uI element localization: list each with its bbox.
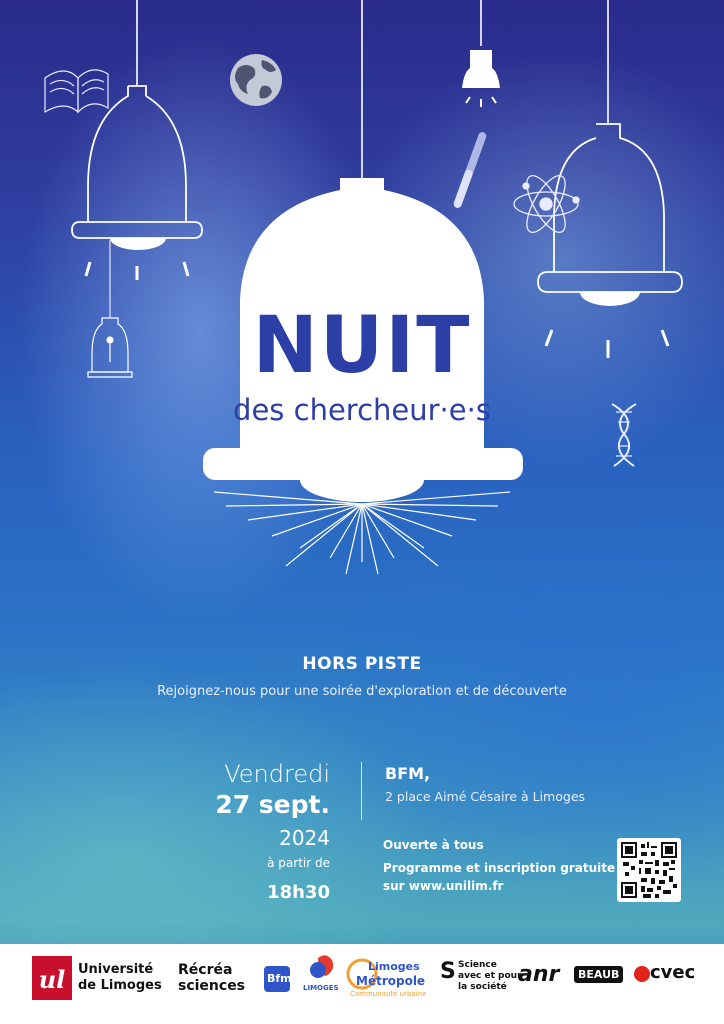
- date-from-label: à partir de: [267, 856, 330, 870]
- date-day: Vendredi: [224, 760, 330, 788]
- recrea-line1: Récréa: [178, 962, 233, 978]
- limoges-city-logo: LIMOGES: [303, 984, 339, 992]
- cvec-logo-mark: [634, 966, 650, 982]
- info-program: Programme et inscription gratuite: [383, 861, 616, 875]
- svg-text:ul: ul: [38, 965, 66, 994]
- book-icon: [45, 70, 108, 112]
- atom-icon: [514, 170, 579, 237]
- qr-code-graphic: [621, 842, 677, 898]
- date-year: 2024: [279, 826, 330, 850]
- dna-icon: [612, 404, 636, 466]
- anr-logo: anr: [518, 962, 560, 987]
- beaub-logo: BEAUB: [574, 966, 623, 983]
- date-time: 18h30: [267, 882, 330, 903]
- logo-sub: des chercheur·e·s: [233, 393, 491, 427]
- cvec-logo: cvec: [650, 962, 696, 983]
- lamp-left-rays: [86, 262, 188, 280]
- info-website[interactable]: sur www.unilim.fr: [383, 879, 504, 893]
- venue-address: 2 place Aimé Césaire à Limoges: [385, 789, 586, 804]
- science-line1: Science: [458, 960, 497, 970]
- divider: [361, 762, 362, 820]
- science-line3: la société: [458, 982, 507, 992]
- partner-logos-bar: [0, 944, 724, 1024]
- date-date: 27 sept.: [215, 790, 330, 819]
- recrea-line2: sciences: [178, 978, 246, 994]
- science-line2: avec et pour: [458, 971, 522, 981]
- metropole-line1: Limoges: [368, 960, 420, 973]
- lamp-left-icon: [72, 86, 202, 250]
- univ-line2: de Limoges: [78, 978, 162, 993]
- globe-icon: [230, 54, 282, 106]
- metropole-sub: Communauté urbaine: [350, 990, 427, 998]
- small-lamp-icon: [462, 50, 500, 107]
- svg-text:S: S: [440, 959, 456, 984]
- bfm-logo: Bfm: [267, 972, 292, 985]
- tiny-bell-icon: [88, 318, 132, 377]
- logo-main: NUIT: [252, 301, 472, 391]
- event-headline: HORS PISTE: [302, 654, 422, 674]
- info-open: Ouverte à tous: [383, 838, 484, 852]
- lamp-right-rays: [546, 330, 668, 358]
- univ-line1: Université: [78, 962, 154, 977]
- light-burst: [214, 492, 510, 574]
- qr-code-icon[interactable]: [617, 838, 681, 902]
- venue-name: BFM,: [385, 764, 431, 783]
- metropole-line2: Métropole: [356, 974, 426, 988]
- event-tagline: Rejoignez-nous pour une soirée d'exploration et de découverte: [157, 684, 567, 699]
- test-tube-icon: [453, 131, 488, 209]
